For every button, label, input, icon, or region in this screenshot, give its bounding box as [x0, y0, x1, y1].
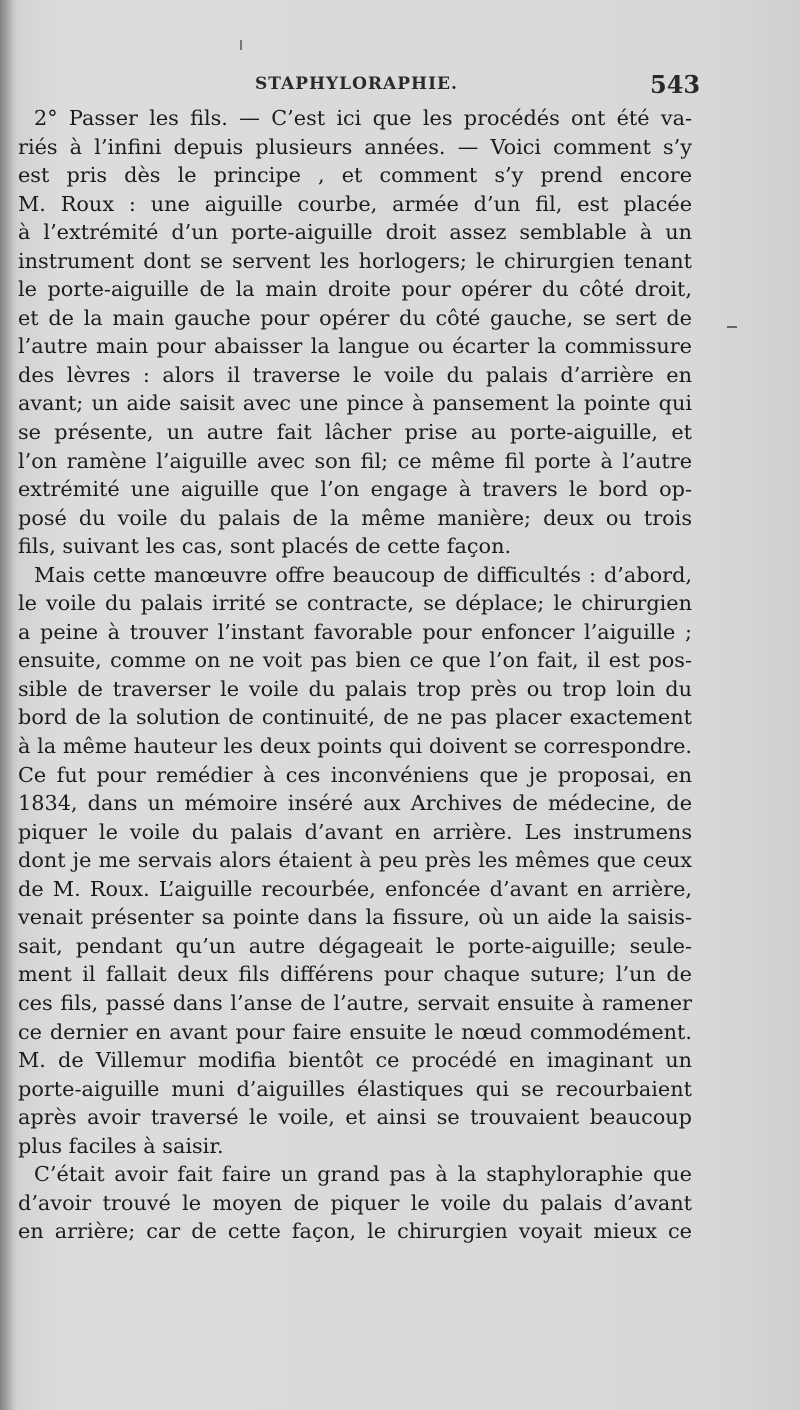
text-line: l’on ramène l’aiguille avec son fil; ce même fil porte à l’autre — [18, 448, 692, 473]
text-line: le porte-aiguille de la main droite pour opérer du côté droit, — [18, 277, 692, 302]
page-header — [0, 70, 800, 104]
text-line: M. Roux : une aiguille courbe, armée d’un fil, est placée — [18, 191, 692, 216]
text-line: venait présenter sa pointe dans la fissure, où un aide la saisis- — [18, 905, 692, 930]
text-line: le voile du palais irrité se contracte, se déplace; le chirurgien — [18, 591, 692, 616]
gutter-shadow — [0, 0, 14, 1410]
text-line: riés à l’infini depuis plusieurs années. — Voici comment s’y — [18, 134, 692, 159]
text-line: à la même hauteur les deux points qui doivent se correspondre. — [18, 734, 692, 759]
text-line: et de la main gauche pour opérer du côté gauche, se sert de — [18, 305, 692, 330]
text-line: ensuite, comme on ne voit pas bien ce que l’on fait, il est pos- — [18, 648, 692, 673]
text-line: dont je me servais alors étaient à peu près les mêmes que ceux — [18, 848, 692, 873]
text-line: instrument dont se servent les horlogers; le chirurgien tenant — [18, 248, 692, 273]
text-line: ce dernier en avant pour faire ensuite le nœud commodément. — [18, 1019, 692, 1044]
text-line: l’autre main pour abaisser la langue ou écarter la commissure — [18, 334, 692, 359]
text-line: de M. Roux. L’aiguille recourbée, enfoncée d’avant en arrière, — [18, 876, 692, 901]
text-line: d’avoir trouvé le moyen de piquer le voile du palais d’avant — [18, 1190, 692, 1215]
print-mark — [240, 40, 242, 50]
text-line: avant; un aide saisit avec une pince à pansement la pointe qui — [18, 391, 692, 416]
text-line: porte-aiguille muni d’aiguilles élastiques qui se recourbaient — [18, 1076, 692, 1101]
text-line: bord de la solution de continuité, de ne pas placer exactement — [18, 705, 692, 730]
text-line: ment il fallait deux fils différens pour chaque suture; l’un de — [18, 962, 692, 987]
text-line: piquer le voile du palais d’avant en arrière. Les instrumens — [18, 819, 692, 844]
text-line: a peine à trouver l’instant favorable pour enfoncer l’aiguille ; — [18, 619, 692, 644]
text-line: se présente, un autre fait lâcher prise au porte-aiguille, et — [18, 420, 692, 445]
page-number: 543 — [650, 70, 701, 99]
text-line: extrémité une aiguille que l’on engage à travers le bord op- — [18, 477, 692, 502]
text-line: des lèvres : alors il traverse le voile du palais d’arrière en — [18, 362, 692, 387]
text-line: en arrière; car de cette façon, le chirurgien voyait mieux ce — [18, 1219, 692, 1244]
text-line: M. de Villemur modifia bientôt ce procédé en imaginant un — [18, 1048, 692, 1073]
running-head: STAPHYLORAPHIE. — [255, 74, 458, 94]
text-line: 2° Passer les fils. — C’est ici que les procédés ont été va- — [34, 106, 692, 130]
text-line: Mais cette manœuvre offre beaucoup de difficultés : d’abord, — [34, 562, 692, 587]
text-line: plus faciles à saisir. — [18, 1133, 224, 1158]
text-line: 1834, dans un mémoire inséré aux Archives de médecine, de — [18, 791, 692, 816]
body-text — [18, 104, 692, 1246]
text-line: sible de traverser le voile du palais trop près ou trop loin du — [18, 676, 692, 701]
text-line: fils, suivant les cas, sont placés de cette façon. — [18, 534, 512, 559]
text-line: à l’extrémité d’un porte-aiguille droit assez semblable à un — [18, 220, 692, 245]
text-line: ces fils, passé dans l’anse de l’autre, servait ensuite à ramener — [18, 990, 692, 1015]
text-line: sait, pendant qu’un autre dégageait le porte-aiguille; seule- — [18, 933, 692, 958]
text-line: Ce fut pour remédier à ces inconvéniens que je proposai, en — [18, 762, 692, 787]
text-line: posé du voile du palais de la même manière; deux ou trois — [18, 505, 692, 530]
text-line: est pris dès le principe , et comment s’y prend encore — [18, 163, 692, 188]
text-line: C’était avoir fait faire un grand pas à la staphyloraphie que — [34, 1162, 692, 1187]
text-line: après avoir traversé le voile, et ainsi se trouvaient beaucoup — [18, 1105, 692, 1130]
margin-mark — [727, 326, 737, 328]
